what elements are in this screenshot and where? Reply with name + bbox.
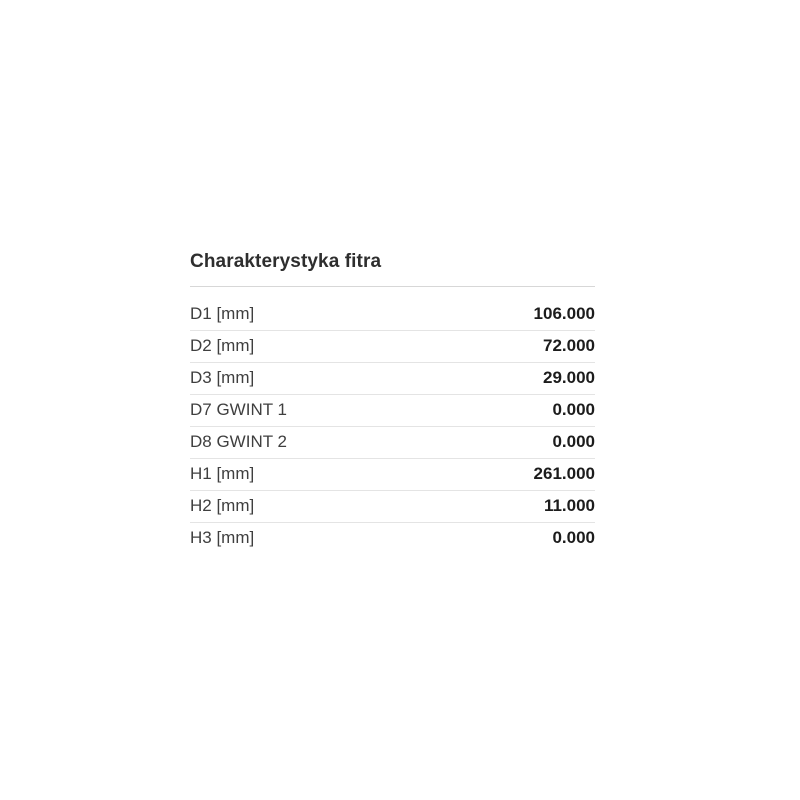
spec-label: D8 GWINT 2 (190, 432, 287, 451)
spec-value: 106.000 (533, 304, 595, 323)
spec-value: 29.000 (543, 368, 595, 387)
table-row (190, 427, 595, 459)
table-row (190, 523, 595, 554)
spec-value: 0.000 (552, 432, 595, 451)
spec-value: 0.000 (552, 400, 595, 419)
spec-label: H2 [mm] (190, 496, 255, 515)
table-row (190, 459, 595, 491)
table-row (190, 299, 595, 331)
spec-label: D7 GWINT 1 (190, 400, 287, 419)
filter-characteristics-panel (190, 249, 595, 554)
table-row (190, 395, 595, 427)
spec-label: D1 [mm] (190, 304, 255, 323)
table-row (190, 363, 595, 395)
panel-title: Charakterystyka fitra (190, 249, 595, 287)
spec-label: H3 [mm] (190, 528, 255, 547)
spec-label: H1 [mm] (190, 464, 255, 483)
spec-value: 72.000 (543, 336, 595, 355)
characteristics-table (190, 299, 595, 554)
spec-label: D2 [mm] (190, 336, 255, 355)
spec-value: 0.000 (552, 528, 595, 547)
spec-value: 261.000 (533, 464, 595, 483)
table-row (190, 491, 595, 523)
spec-value: 11.000 (543, 496, 595, 515)
spec-label: D3 [mm] (190, 368, 255, 387)
table-row (190, 331, 595, 363)
